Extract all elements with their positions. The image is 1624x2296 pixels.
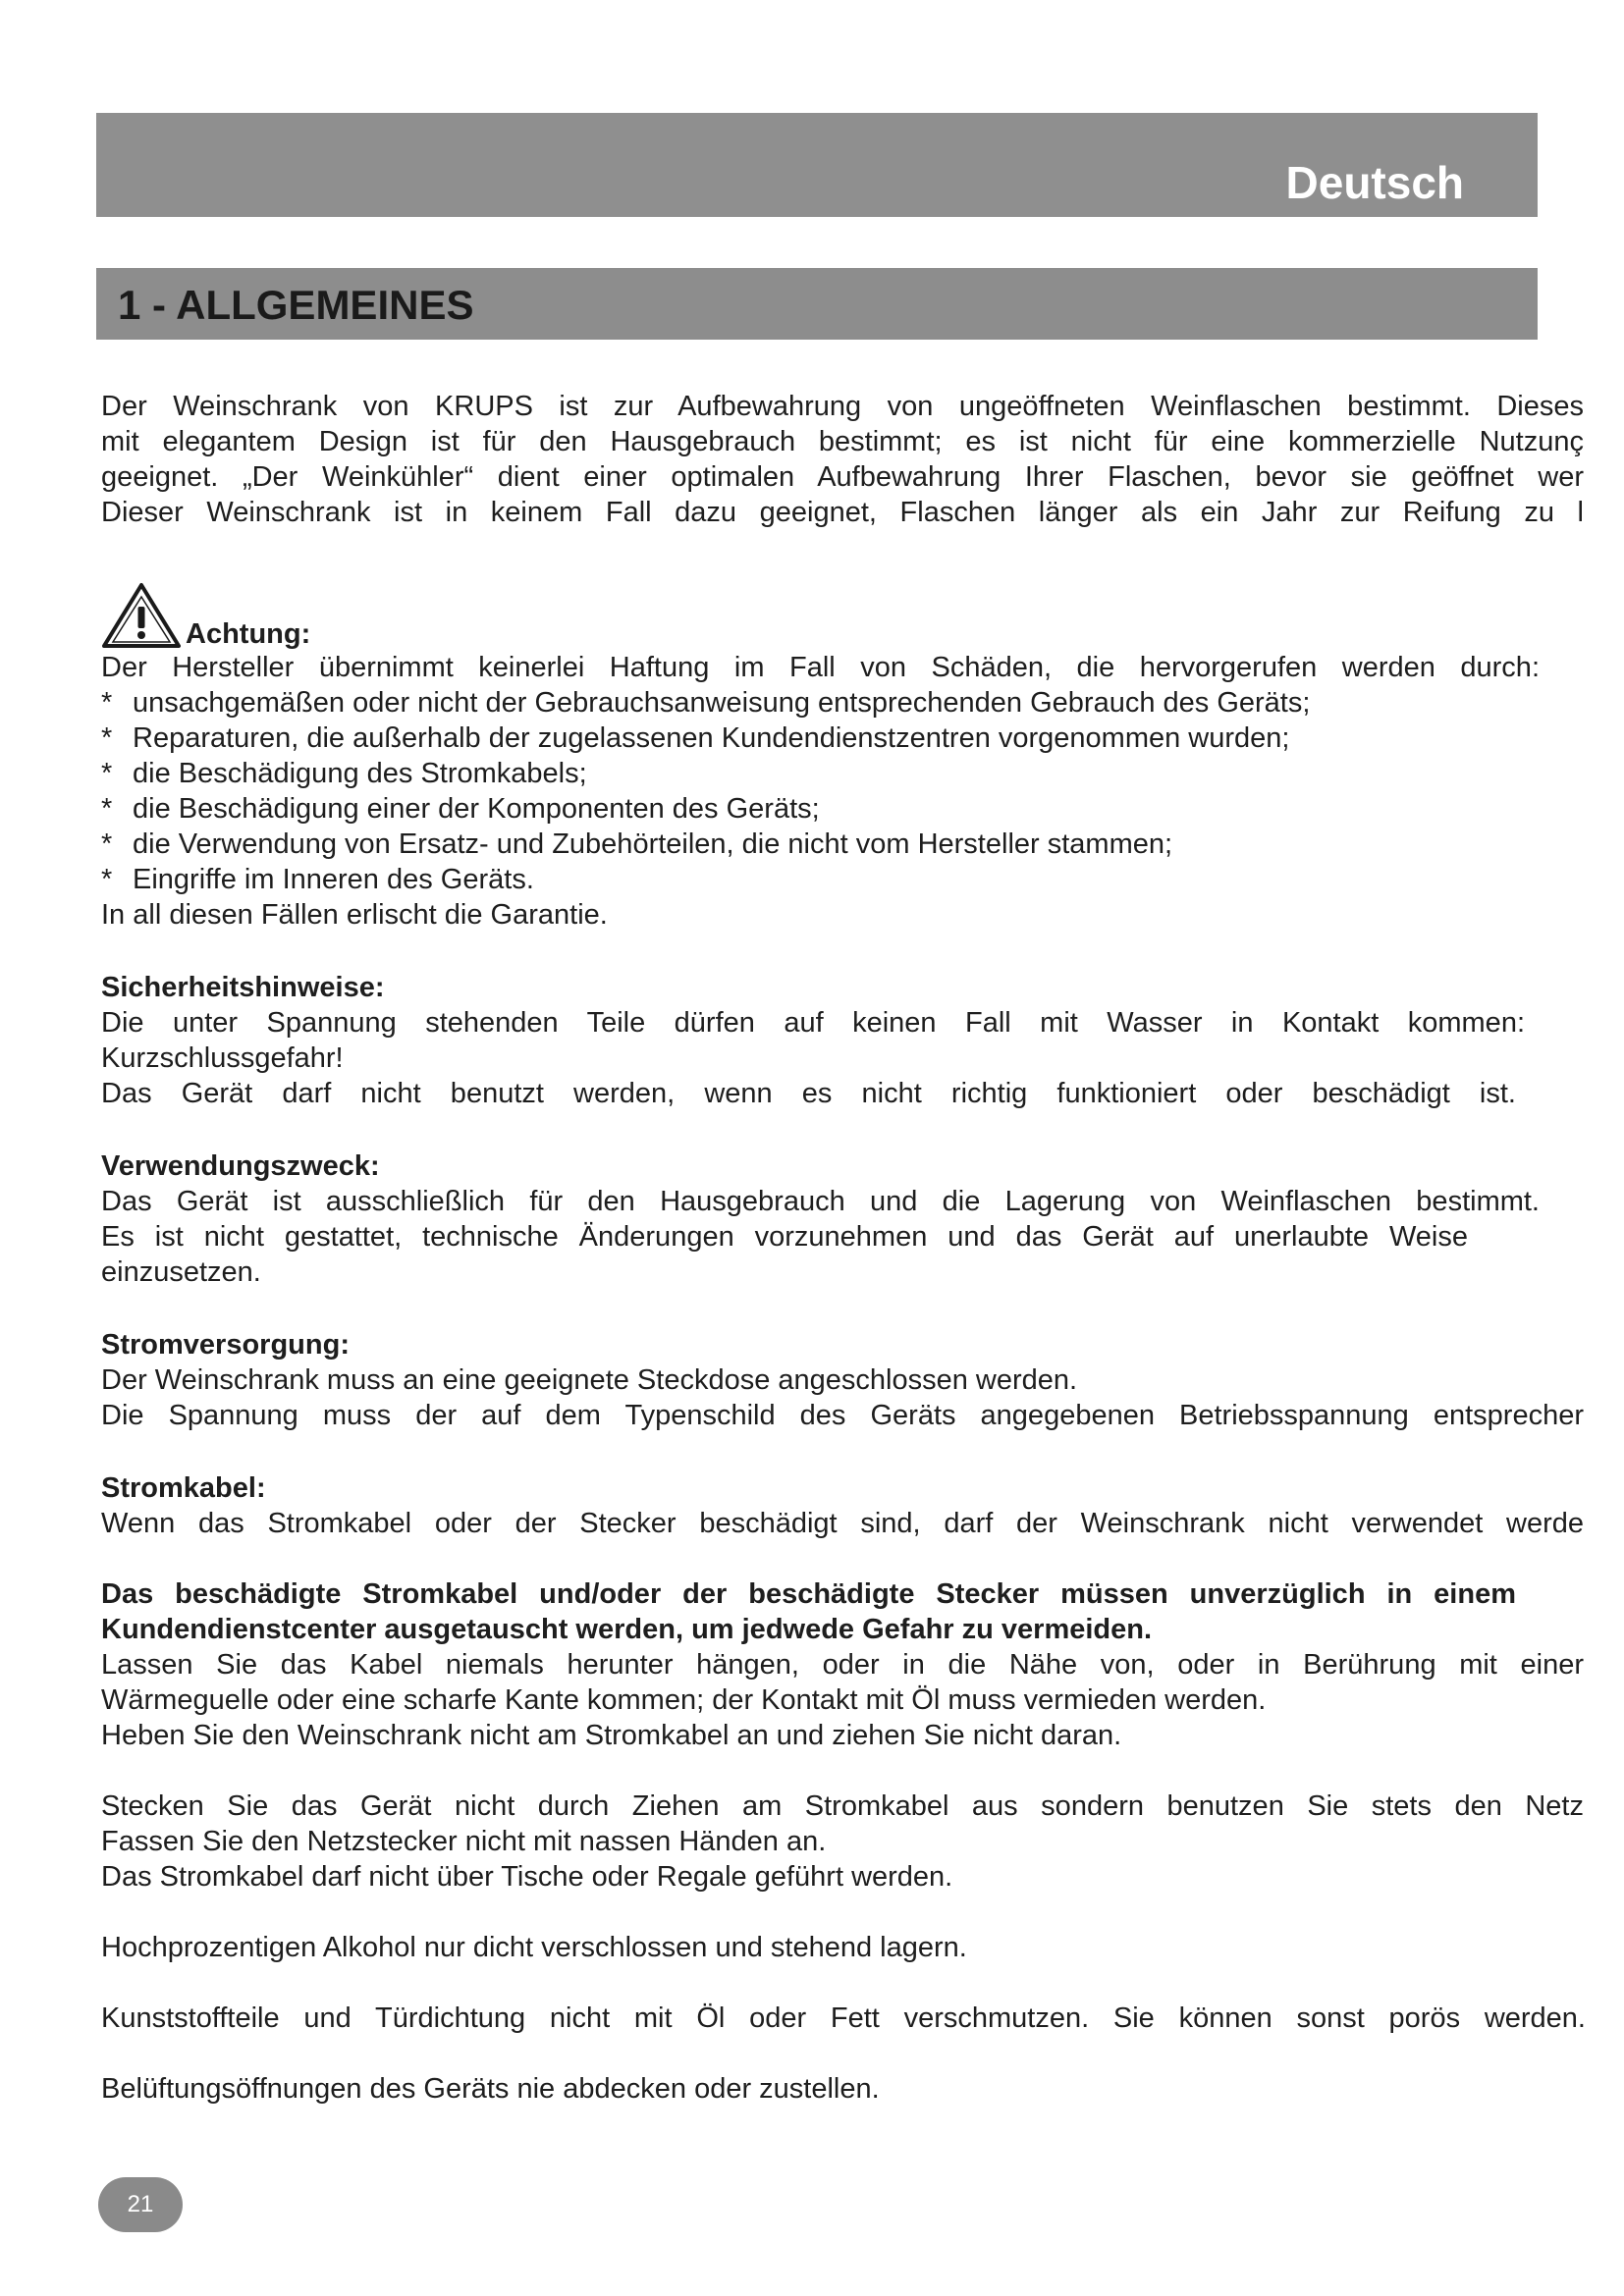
- warning-triangle-icon: [101, 581, 182, 650]
- cable-line: Lassen Sie das Kabel niemals herunter hängen, oder in die Nähe von, oder in Berührung mit einer: [101, 1649, 1584, 1681]
- plug-line: Stecken Sie das Gerät nicht durch Ziehen am Stromkabel aus sondern benutzen Sie stets den Netz: [101, 1790, 1584, 1822]
- warning-outro: In all diesen Fällen erlischt die Garantie.: [101, 899, 608, 931]
- list-item-text: Reparaturen, die außerhalb der zugelassenen Kundendienstzentren vorgenommen wurden;: [133, 722, 1290, 754]
- page-number-badge: [98, 2177, 183, 2232]
- cable-line: Wenn das Stromkabel oder der Stecker beschädigt sind, darf der Weinschrank nicht verwendet werde: [101, 1508, 1584, 1539]
- bullet-marker: *: [101, 864, 113, 895]
- cable-warning-line: Kundendienstcenter ausgetauscht werden, um jedwede Gefahr zu vermeiden.: [101, 1614, 1153, 1645]
- note-line: Kunststoffteile und Türdichtung nicht mit Öl oder Fett verschmutzen. Sie können sonst porös werden.: [101, 2002, 1586, 2034]
- list-item-text: Eingriffe im Inneren des Geräts.: [133, 864, 534, 895]
- list-item: [101, 827, 1589, 862]
- intro-line: Dieser Weinschrank ist in keinem Fall dazu geeignet, Flaschen länger als ein Jahr zur Reifung zu l: [101, 497, 1584, 528]
- list-item-text: die Beschädigung einer der Komponenten des Geräts;: [133, 793, 820, 825]
- cable-heading: Stromkabel:: [101, 1472, 266, 1504]
- usage-line: Es ist nicht gestattet, technische Änderungen vorzunehmen und das Gerät auf unerlaubte Weise: [101, 1221, 1468, 1253]
- safety-line: Das Gerät darf nicht benutzt werden, wenn es nicht richtig funktioniert oder beschädigt ist.: [101, 1078, 1516, 1109]
- list-item: [101, 791, 1589, 827]
- intro-paragraph: [101, 389, 1589, 530]
- plug-line: Fassen Sie den Netzstecker nicht mit nassen Händen an.: [101, 1826, 827, 1857]
- list-item: [101, 721, 1589, 756]
- bullet-marker: *: [101, 793, 113, 825]
- usage-line: Das Gerät ist ausschließlich für den Hausgebrauch und die Lagerung von Weinflaschen bestimmt.: [101, 1186, 1540, 1217]
- usage-heading: Verwendungszweck:: [101, 1150, 380, 1182]
- warning-list: [101, 685, 1589, 897]
- list-item-text: die Beschädigung des Stromkabels;: [133, 758, 587, 789]
- list-item: [101, 862, 1589, 897]
- warning-intro: Der Hersteller übernimmt keinerlei Haftung im Fall von Schäden, die hervorgerufen werden durch:: [101, 652, 1540, 683]
- language-label: Deutsch: [1285, 157, 1464, 208]
- safety-line: Kurzschlussgefahr!: [101, 1042, 344, 1074]
- bullet-marker: *: [101, 687, 113, 719]
- list-item-text: die Verwendung von Ersatz- und Zubehörteilen, die nicht vom Hersteller stammen;: [133, 828, 1173, 860]
- plug-line: Das Stromkabel darf nicht über Tische oder Regale geführt werden.: [101, 1861, 953, 1893]
- bullet-marker: *: [101, 758, 113, 789]
- note-line: Belüftungsöffnungen des Geräts nie abdecken oder zustellen.: [101, 2073, 880, 2105]
- bullet-marker: *: [101, 722, 113, 754]
- power-line: Der Weinschrank muss an eine geeignete Steckdose angeschlossen werden.: [101, 1364, 1078, 1396]
- list-item-text: unsachgemäßen oder nicht der Gebrauchsanweisung entsprechenden Gebrauch des Geräts;: [133, 687, 1311, 719]
- safety-line: Die unter Spannung stehenden Teile dürfen auf keinen Fall mit Wasser in Kontakt kommen:: [101, 1007, 1525, 1039]
- intro-line: mit elegantem Design ist für den Hausgebrauch bestimmt; es ist nicht für eine kommerzielle Nutzunç: [101, 426, 1584, 457]
- intro-line: Der Weinschrank von KRUPS ist zur Aufbewahrung von ungeöffneten Weinflaschen bestimmt. Dieses: [101, 391, 1584, 422]
- usage-line: einzusetzen.: [101, 1256, 261, 1288]
- bullet-marker: *: [101, 828, 113, 860]
- intro-line: geeignet. „Der Weinkühler“ dient einer optimalen Aufbewahrung Ihrer Flaschen, bevor sie geöffnet wer: [101, 461, 1584, 493]
- page-number: 21: [127, 2191, 154, 2217]
- safety-heading: Sicherheitshinweise:: [101, 972, 385, 1003]
- cable-line: Wärmeguelle oder eine scharfe Kante kommen; der Kontakt mit Öl muss vermieden werden.: [101, 1684, 1267, 1716]
- note-line: Hochprozentigen Alkohol nur dicht verschlossen und stehend lagern.: [101, 1932, 967, 1963]
- page-content: [101, 389, 1589, 2116]
- cable-warning-line: Das beschädigte Stromkabel und/oder der beschädigte Stecker müssen unverzüglich in einem: [101, 1578, 1516, 1610]
- list-item: [101, 756, 1589, 791]
- cable-line: Heben Sie den Weinschrank nicht am Stromkabel an und ziehen Sie nicht daran.: [101, 1720, 1122, 1751]
- power-heading: Stromversorgung:: [101, 1329, 350, 1361]
- list-item: [101, 685, 1589, 721]
- section-title: 1 - ALLGEMEINES: [118, 282, 474, 328]
- language-banner: [96, 113, 1538, 217]
- power-line: Die Spannung muss der auf dem Typenschild des Geräts angegebenen Betriebsspannung entsprecher: [101, 1400, 1584, 1431]
- warning-label: Achtung:: [186, 618, 311, 650]
- warning-heading: [101, 581, 1589, 650]
- section-header: [96, 268, 1538, 340]
